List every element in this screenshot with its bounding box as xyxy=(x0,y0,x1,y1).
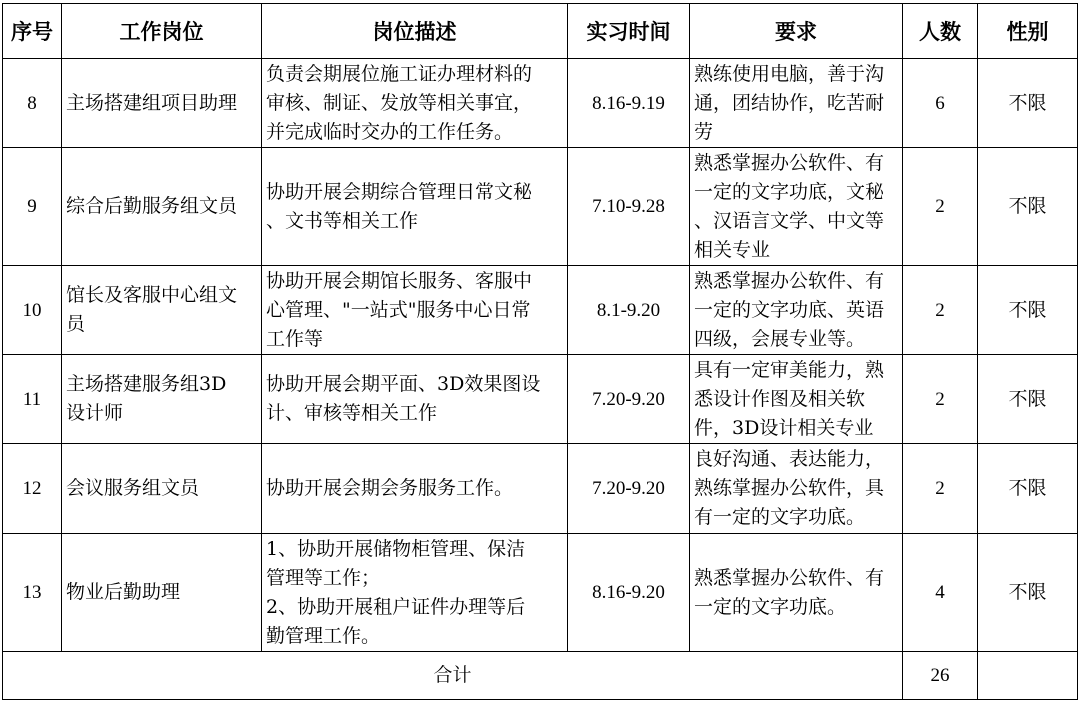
header-position: 工作岗位 xyxy=(62,4,262,59)
cell-position: 馆长及客服中心组文 员 xyxy=(62,266,262,355)
total-label: 合计 xyxy=(3,652,903,700)
cell-description: 协助开展会期平面、3D效果图设 计、审核等相关工作 xyxy=(262,355,568,444)
table-row xyxy=(3,59,1078,148)
cell-position: 主场搭建服务组3D 设计师 xyxy=(62,355,262,444)
cell-no: 12 xyxy=(3,444,62,534)
total-row xyxy=(3,652,1078,700)
cell-description: 1、协助开展储物柜管理、保洁 管理等工作； 2、协助开展租户证件办理等后 勤管理工作。 xyxy=(262,534,568,652)
cell-no: 9 xyxy=(3,148,62,266)
cell-count: 2 xyxy=(903,355,978,444)
header-description: 岗位描述 xyxy=(262,4,568,59)
cell-description: 协助开展会期综合管理日常文秘 、文书等相关工作 xyxy=(262,148,568,266)
table-row xyxy=(3,148,1078,266)
header-period: 实习时间 xyxy=(568,4,690,59)
cell-description: 协助开展会期馆长服务、客服中 心管理、"一站式"服务中心日常 工作等 xyxy=(262,266,568,355)
cell-requirements: 良好沟通、表达能力， 熟练掌握办公软件，具 有一定的文字功底。 xyxy=(690,444,903,534)
cell-description: 协助开展会期会务服务工作。 xyxy=(262,444,568,534)
cell-requirements: 具有一定审美能力，熟 悉设计作图及相关软 件，3D设计相关专业 xyxy=(690,355,903,444)
cell-no: 11 xyxy=(3,355,62,444)
cell-requirements: 熟悉掌握办公软件、有 一定的文字功底、英语 四级，会展专业等。 xyxy=(690,266,903,355)
cell-position: 会议服务组文员 xyxy=(62,444,262,534)
header-no: 序号 xyxy=(3,4,62,59)
cell-count: 2 xyxy=(903,148,978,266)
cell-no: 10 xyxy=(3,266,62,355)
table-row xyxy=(3,534,1078,652)
cell-description: 负责会期展位施工证办理材料的 审核、制证、发放等相关事宜， 并完成临时交办的工作任务。 xyxy=(262,59,568,148)
cell-period: 8.16-9.19 xyxy=(568,59,690,148)
header-gender: 性别 xyxy=(978,4,1078,59)
cell-period: 7.10-9.28 xyxy=(568,148,690,266)
internship-table xyxy=(2,3,1078,700)
cell-count: 2 xyxy=(903,444,978,534)
cell-gender: 不限 xyxy=(978,148,1078,266)
cell-gender: 不限 xyxy=(978,444,1078,534)
cell-count: 6 xyxy=(903,59,978,148)
cell-requirements: 熟悉掌握办公软件、有 一定的文字功底。 xyxy=(690,534,903,652)
header-requirements: 要求 xyxy=(690,4,903,59)
cell-period: 8.1-9.20 xyxy=(568,266,690,355)
cell-period: 7.20-9.20 xyxy=(568,355,690,444)
cell-position: 物业后勤助理 xyxy=(62,534,262,652)
cell-gender: 不限 xyxy=(978,266,1078,355)
cell-count: 4 xyxy=(903,534,978,652)
cell-requirements: 熟悉掌握办公软件、有 一定的文字功底，文秘 、汉语言文学、中文等 相关专业 xyxy=(690,148,903,266)
cell-position: 主场搭建组项目助理 xyxy=(62,59,262,148)
cell-position: 综合后勤服务组文员 xyxy=(62,148,262,266)
cell-no: 8 xyxy=(3,59,62,148)
cell-gender: 不限 xyxy=(978,59,1078,148)
cell-count: 2 xyxy=(903,266,978,355)
total-gender-empty xyxy=(978,652,1078,700)
header-count: 人数 xyxy=(903,4,978,59)
table-row xyxy=(3,266,1078,355)
cell-period: 8.16-9.20 xyxy=(568,534,690,652)
table-row xyxy=(3,355,1078,444)
cell-requirements: 熟练使用电脑，善于沟 通，团结协作，吃苦耐 劳 xyxy=(690,59,903,148)
cell-gender: 不限 xyxy=(978,355,1078,444)
cell-gender: 不限 xyxy=(978,534,1078,652)
total-count: 26 xyxy=(903,652,978,700)
table-row xyxy=(3,444,1078,534)
cell-no: 13 xyxy=(3,534,62,652)
header-row xyxy=(3,4,1078,59)
cell-period: 7.20-9.20 xyxy=(568,444,690,534)
